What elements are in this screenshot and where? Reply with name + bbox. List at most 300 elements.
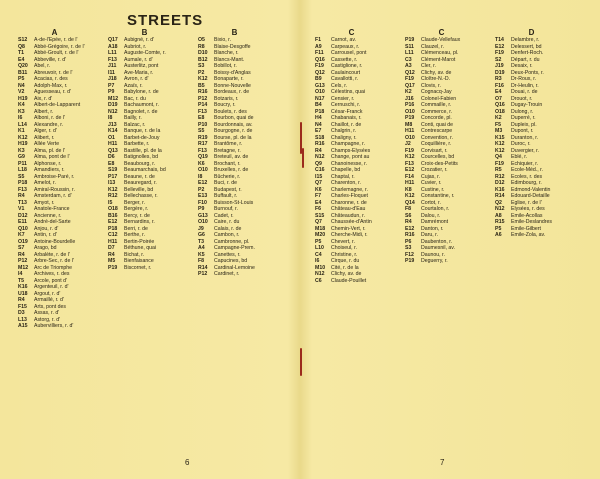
grid-reference: O18 — [495, 108, 505, 115]
grid-reference: Q17 — [405, 82, 415, 89]
grid-reference: H19 — [18, 141, 28, 147]
grid-reference: F14 — [405, 173, 414, 180]
grid-reference: I5 — [108, 199, 113, 206]
grid-reference: H11 — [405, 180, 415, 186]
street-name: Bordeaux, r. de — [214, 89, 250, 95]
grid-reference: S5 — [198, 128, 205, 134]
street-name: Cambon, r. — [214, 232, 240, 238]
street-name: Bernardins, r. — [124, 219, 155, 225]
street-name: Cassette, r. — [331, 56, 358, 63]
street-name: Avron, r. d' — [124, 76, 149, 82]
street-name: Chapelle, bd — [331, 167, 361, 173]
grid-reference: L13 — [18, 316, 27, 323]
street-name: Clichy, av. de — [421, 69, 452, 76]
street-name: Commaille, r. — [421, 102, 452, 108]
grid-reference: K3 — [18, 108, 25, 115]
index-column — [405, 28, 478, 265]
street-name: Concorde, pl. — [421, 115, 452, 121]
street-name: Delambre, r. — [511, 37, 540, 43]
street-name: Émile-Deslandres — [511, 219, 552, 225]
grid-reference: P12 — [18, 258, 28, 264]
page-number-right: 7 — [440, 458, 445, 467]
street-name: Allée Verte — [34, 141, 60, 147]
grid-reference: A3 — [405, 63, 412, 69]
street-name: Colonel-Fabien — [421, 95, 457, 102]
grid-reference: P5 — [18, 76, 25, 82]
street-name: Deux-Ponts, r. — [511, 69, 544, 76]
street-name: Alibert, r. — [34, 134, 55, 141]
street-name: A-de-l'Épée, r. de l' — [34, 37, 78, 43]
grid-reference: S12 — [18, 37, 28, 43]
street-name: Caulaincourt — [331, 69, 361, 76]
street-name: Émile-Zola, av. — [511, 232, 546, 238]
index-column — [495, 28, 568, 239]
street-name: Astorg, r. d' — [34, 316, 61, 323]
grid-reference: H11 — [108, 141, 118, 147]
street-name: Duvergier, r. — [511, 147, 539, 154]
grid-reference: E8 — [198, 115, 205, 121]
street-name: Carrousel, pont — [331, 50, 367, 56]
street-name: Chevert, r. — [331, 238, 355, 245]
street-name: Amsterdam, r. d' — [34, 193, 72, 199]
street-name: Babylone, r. de — [124, 89, 159, 95]
street-name: École-Méd., r. — [511, 167, 544, 173]
margin-mark — [300, 348, 302, 376]
street-name: Crozatier, r. — [421, 167, 448, 173]
grid-reference: P16 — [405, 102, 415, 108]
grid-reference: S7 — [18, 245, 25, 251]
grid-reference: T3 — [198, 238, 205, 245]
grid-reference: E4 — [315, 199, 322, 206]
street-name: Bienfaisance — [124, 258, 154, 264]
street-name: Charonne, r. de — [331, 199, 367, 206]
street-name: Cardinet, r. — [214, 271, 240, 277]
grid-reference: A6 — [495, 232, 502, 238]
street-name: Anatole-France — [34, 206, 70, 212]
grid-reference: F12 — [405, 251, 414, 258]
grid-reference: N4 — [18, 82, 25, 89]
grid-reference: P6 — [405, 238, 412, 245]
grid-reference: G13 — [315, 82, 325, 89]
grid-reference: Q16 — [495, 102, 505, 108]
street-name: Charenton, r. — [331, 180, 361, 186]
street-name: Boissy-d'Anglas — [214, 69, 251, 76]
grid-reference: E13 — [198, 193, 208, 199]
grid-reference: C4 — [315, 251, 322, 258]
section-letter: B — [231, 28, 238, 37]
grid-reference: M3 — [495, 128, 503, 134]
street-name: Arts, pont des — [34, 303, 67, 310]
grid-reference: R4 — [315, 147, 322, 154]
grid-reference: K16 — [18, 284, 28, 290]
grid-reference: T5 — [18, 277, 25, 284]
street-name: Budapest, r. — [214, 186, 242, 193]
grid-reference: Q12 — [315, 69, 325, 76]
street-name: Bagnolet, r. de — [124, 108, 158, 115]
grid-reference: K12 — [405, 193, 415, 199]
grid-reference: O10 — [198, 219, 208, 225]
grid-reference: K3 — [18, 147, 25, 154]
grid-reference: Q20 — [18, 63, 28, 69]
street-name: Aumale, r. d' — [124, 56, 153, 63]
grid-reference: D3 — [18, 310, 25, 316]
street-name: Drouot, r. — [511, 95, 533, 102]
street-name: Bretagne, r. — [214, 147, 241, 154]
grid-reference: P18 — [18, 180, 28, 186]
grid-reference: F19 — [495, 160, 504, 167]
street-name: Bercy, r. de — [124, 212, 150, 219]
grid-reference: S18 — [315, 134, 325, 141]
grid-reference: I13 — [108, 180, 116, 186]
grid-reference: P10 — [198, 121, 208, 128]
grid-reference: R17 — [198, 141, 208, 147]
grid-reference: K12 — [18, 134, 28, 141]
grid-reference: N4 — [315, 121, 322, 128]
section-letter: B — [141, 28, 148, 37]
grid-reference: Q7 — [315, 180, 322, 186]
grid-reference: T14 — [495, 37, 504, 43]
street-name: Dupleix, pl. — [511, 121, 537, 128]
street-name: Chemin-Vert, r. — [331, 225, 366, 232]
street-name: Écoles, r. des — [511, 173, 543, 180]
street-name: Ave-Maria, r. — [124, 69, 154, 76]
grid-reference: J18 — [108, 76, 117, 82]
street-name: Émile-Acollas — [511, 212, 543, 219]
street-name: Béthune, quai — [124, 245, 157, 251]
street-name: Bixio, r. — [214, 37, 232, 43]
street-name: Argout, r. d' — [34, 290, 61, 297]
grid-reference: E12 — [198, 180, 208, 186]
grid-reference: B9 — [315, 76, 322, 82]
grid-reference: E8 — [108, 160, 115, 167]
grid-reference: J11 — [108, 63, 117, 69]
street-name: Bichat, r. — [124, 251, 145, 258]
street-name: Adolph-Max, r. — [34, 82, 68, 89]
grid-reference: D12 — [18, 212, 28, 219]
grid-reference: R16 — [405, 232, 415, 238]
grid-reference: K16 — [495, 186, 505, 193]
street-name: Bourse, pl. de la — [214, 134, 252, 141]
street-name: Breteuil, av. de — [214, 154, 249, 160]
grid-reference: H11 — [405, 128, 415, 134]
section-letter: C — [438, 28, 445, 37]
grid-reference: C6 — [315, 277, 322, 284]
street-name: Danton, r. — [421, 225, 444, 232]
street-name: Clichy, av. de — [331, 271, 362, 277]
street-name: Bourdonnais, av. — [214, 121, 253, 128]
street-name: Barbette, r. — [124, 141, 150, 147]
grid-reference: L18 — [18, 167, 27, 173]
grid-reference: O1 — [108, 134, 115, 141]
street-name: Duroc, r. — [511, 141, 531, 147]
street-name: Abbé-Grégoire, r. de l' — [34, 43, 85, 50]
grid-reference: G9 — [18, 154, 25, 160]
grid-reference: D19 — [495, 69, 505, 76]
index-column — [18, 28, 91, 330]
grid-reference: F13 — [405, 160, 414, 167]
grid-reference: B16 — [108, 212, 118, 219]
grid-reference: M20 — [315, 232, 326, 238]
street-name: Batignolles, bd — [124, 154, 159, 160]
grid-reference: D12 — [495, 180, 505, 186]
street-name: Bac, r. du — [124, 95, 146, 102]
grid-reference: P12 — [198, 95, 208, 102]
street-name: Daru, r. — [421, 232, 439, 238]
street-name: Alboni, r. de l' — [34, 115, 65, 121]
grid-reference: I8 — [198, 173, 203, 180]
street-name: Cloître-N.-D. — [421, 76, 451, 82]
grid-reference: V2 — [18, 89, 25, 95]
street-name: Cels, r. — [331, 82, 348, 89]
street-name: Chaussée-d'Antin — [331, 219, 372, 225]
street-name: Caire, r. du — [214, 219, 240, 225]
street-name: Aubervilliers, r. d' — [34, 323, 74, 329]
grid-reference: K12 — [495, 141, 505, 147]
grid-reference: F19 — [315, 63, 324, 69]
grid-reference: F19 — [405, 147, 414, 154]
grid-reference: L10 — [315, 245, 324, 251]
street-name: Desaix, r. — [511, 63, 533, 69]
street-name: Beaune, r. de — [124, 173, 155, 180]
street-name: Boucry, r. — [214, 102, 236, 108]
street-name: Carnot, av. — [331, 37, 356, 43]
street-name: Cortot, r. — [421, 199, 441, 206]
grid-reference: B4 — [315, 102, 322, 108]
street-name: Ancienne, r. — [34, 212, 62, 219]
street-name: Burnouf, r. — [214, 206, 238, 212]
grid-reference: R12 — [108, 193, 118, 199]
grid-reference: P7 — [108, 82, 115, 89]
grid-reference: R16 — [198, 89, 208, 95]
street-name: Cavallotti, r. — [331, 76, 359, 82]
grid-reference: C12 — [108, 232, 118, 238]
grid-reference: Q7 — [315, 219, 322, 225]
street-name: Campagne-Prem. — [214, 245, 255, 251]
street-name: Bourgogne, r. de — [214, 128, 253, 134]
grid-reference: S15 — [315, 212, 325, 219]
grid-reference: P19 — [108, 264, 118, 271]
grid-reference: Q8 — [18, 43, 25, 50]
street-name: Austerlitz, pont — [124, 63, 159, 69]
grid-reference: N12 — [315, 154, 325, 160]
street-name: Canettes, r. — [214, 251, 241, 258]
grid-reference: K7 — [18, 232, 25, 238]
street-name: Daumesnil, av. — [421, 245, 455, 251]
grid-reference: P9 — [198, 206, 205, 212]
street-entry — [198, 271, 271, 278]
street-name: Dupont, r. — [511, 128, 534, 134]
grid-reference: P11 — [18, 160, 27, 167]
grid-reference: L14 — [18, 121, 27, 128]
street-name: Charles-Floquet — [331, 193, 368, 199]
index-column — [108, 28, 181, 271]
grid-reference: C16 — [315, 167, 325, 173]
street-name: Cirque, r. du — [331, 258, 360, 264]
street-name: Castiglione, r. — [331, 63, 363, 69]
grid-reference: K15 — [495, 134, 505, 141]
street-name: Blaise-Desgoffe — [214, 43, 251, 50]
grid-reference: F7 — [315, 193, 322, 199]
street-name: Cuvier, r. — [421, 180, 442, 186]
margin-mark — [302, 148, 304, 168]
grid-reference: O10 — [405, 134, 415, 141]
grid-reference: M18 — [315, 225, 326, 232]
grid-reference: C3 — [405, 56, 412, 63]
grid-reference: M5 — [108, 258, 116, 264]
street-name: Choiseul, r. — [331, 245, 357, 251]
grid-reference: P19 — [405, 37, 415, 43]
street-name: Abreuvoir, r. de l' — [34, 69, 73, 76]
grid-reference: R4 — [108, 251, 115, 258]
grid-reference: Q13 — [108, 147, 118, 154]
grid-reference: K2 — [405, 89, 412, 95]
grid-reference: J19 — [495, 63, 504, 69]
grid-reference: R16 — [315, 141, 325, 147]
street-name: Alma, pl. de l' — [34, 147, 65, 154]
street-name: Edmond-Valentin — [511, 186, 551, 193]
grid-reference: P9 — [108, 89, 115, 95]
grid-reference: F5 — [495, 121, 502, 128]
street-name: Châteaudun, r. — [331, 212, 366, 219]
section-letter: C — [348, 28, 355, 37]
grid-reference: R14 — [495, 193, 505, 199]
street-name: Conti, quai de — [421, 121, 454, 128]
grid-reference: G13 — [198, 212, 208, 219]
grid-reference: P17 — [108, 173, 118, 180]
grid-reference: K12 — [198, 76, 208, 82]
street-name: Convention, r. — [421, 134, 454, 141]
grid-reference: D7 — [108, 245, 115, 251]
street-name: Albert-de-Lapparent — [34, 102, 81, 108]
grid-reference: P12 — [198, 271, 208, 277]
street-name: Daunou, r. — [421, 251, 445, 258]
street-name: César-Franck — [331, 108, 363, 115]
street-name: Abbé-Groult, r. de l' — [34, 50, 79, 56]
street-name: Abel, r. — [34, 63, 51, 69]
grid-reference: D6 — [108, 154, 115, 160]
street-name: Courcelles, bd — [421, 154, 455, 160]
street-name: Amelot, r. — [34, 180, 56, 186]
street-name: Cernuschi, r. — [331, 102, 361, 108]
street-name: Champs-Élysées — [331, 147, 371, 154]
street-name: Claude-Vellefaux — [421, 37, 461, 43]
street-name: Edimbourg, r. — [511, 180, 542, 186]
street-name: Cambronne, pl. — [214, 238, 250, 245]
grid-reference: E4 — [495, 89, 502, 95]
street-name: Cherche-Midi, r. — [331, 232, 368, 238]
street-name: Daubenton, r. — [421, 238, 453, 245]
street-name: Bonne-Nouvelle — [214, 82, 251, 89]
street-name: Champagne, r. — [331, 141, 366, 147]
grid-reference: R12 — [495, 173, 505, 180]
grid-reference: E12 — [405, 225, 415, 232]
street-name: Élysées, r. des — [511, 206, 545, 212]
grid-reference: E7 — [315, 128, 322, 134]
grid-reference: A4 — [198, 245, 205, 251]
grid-reference: Q2 — [495, 199, 502, 206]
street-name: Cardinal-Lemoine — [214, 264, 255, 271]
grid-reference: F1 — [315, 37, 322, 43]
street-name: Beauregard, r. — [124, 180, 157, 186]
grid-reference: E12 — [405, 167, 415, 173]
street-name: Chanoinesse, r. — [331, 160, 368, 167]
street-name: Azaïs, r. — [124, 82, 143, 89]
street-name: Duranton, r. — [511, 134, 539, 141]
street-name: Auguste-Comte, r. — [124, 50, 166, 56]
street-name: Émile-Gilbert — [511, 225, 541, 232]
street-name: Bertin-Poirée — [124, 238, 155, 245]
index-column — [315, 28, 388, 284]
street-name: Départ, r. du — [511, 56, 540, 63]
grid-reference: Q10 — [18, 225, 28, 232]
grid-reference: F13 — [198, 108, 207, 115]
street-entry — [18, 323, 91, 330]
grid-reference: P18 — [315, 108, 325, 115]
grid-reference: I8 — [108, 115, 113, 121]
street-name: Eblé, r. — [511, 154, 528, 160]
grid-reference: N12 — [495, 206, 505, 212]
grid-reference: F15 — [18, 303, 27, 310]
grid-reference: M12 — [18, 264, 29, 271]
page-number-left: 6 — [185, 458, 190, 467]
street-name: Arcole, pont d' — [34, 277, 67, 284]
grid-reference: G6 — [198, 232, 205, 238]
street-name: Biscornet, r. — [124, 264, 152, 271]
grid-reference: P18 — [108, 225, 118, 232]
street-name: Dr-Roux, r. — [511, 76, 537, 82]
grid-reference: D10 — [198, 50, 208, 56]
page-title: STREETS — [127, 12, 204, 29]
grid-reference: R4 — [18, 193, 25, 199]
grid-reference: M12 — [108, 95, 119, 102]
street-name: Censier, r. — [331, 95, 355, 102]
street-name: Berger, r. — [124, 199, 146, 206]
section-letter: A — [51, 28, 58, 37]
street-entry — [315, 278, 388, 285]
street-name: Balzac, r. — [124, 121, 146, 128]
street-name: Dr-Heulin, r. — [511, 82, 539, 89]
street-name: Calais, r. de — [214, 225, 242, 232]
grid-reference: S11 — [405, 43, 414, 50]
street-name: Bastille, pl. de la — [124, 147, 162, 154]
street-name: Antin, r. d' — [34, 232, 57, 238]
grid-reference: H4 — [315, 115, 322, 121]
grid-reference: J2 — [405, 141, 411, 147]
street-name: Beaubourg, r. — [124, 160, 156, 167]
street-name: Amiral-Roussin, r. — [34, 186, 75, 193]
street-name: Christine, r. — [331, 251, 358, 258]
grid-reference: S19 — [108, 167, 118, 173]
grid-reference: R14 — [198, 264, 208, 271]
street-name: Amyot, r. — [34, 199, 55, 206]
grid-reference: P2 — [198, 186, 205, 193]
street-name: Berthe, r. — [124, 232, 146, 238]
street-name: Carpeaux, r. — [331, 43, 360, 50]
street-name: Botzaris, r. — [214, 95, 239, 102]
grid-reference: N12 — [108, 108, 118, 115]
grid-reference: K2 — [495, 115, 502, 121]
street-name: Custine, r. — [421, 186, 445, 193]
street-name: Dugay-Trouin — [511, 102, 543, 108]
grid-reference: R8 — [198, 43, 205, 50]
street-name: Courtalon, r. — [421, 206, 450, 212]
grid-reference: R5 — [495, 167, 502, 173]
street-name: Delessert, bd — [511, 43, 542, 50]
street-name: Claude-Pouillet — [331, 277, 367, 284]
street-entry — [405, 258, 478, 265]
street-name: Arc de Triomphe — [34, 264, 73, 271]
street-name: Bergère, r. — [124, 206, 149, 212]
